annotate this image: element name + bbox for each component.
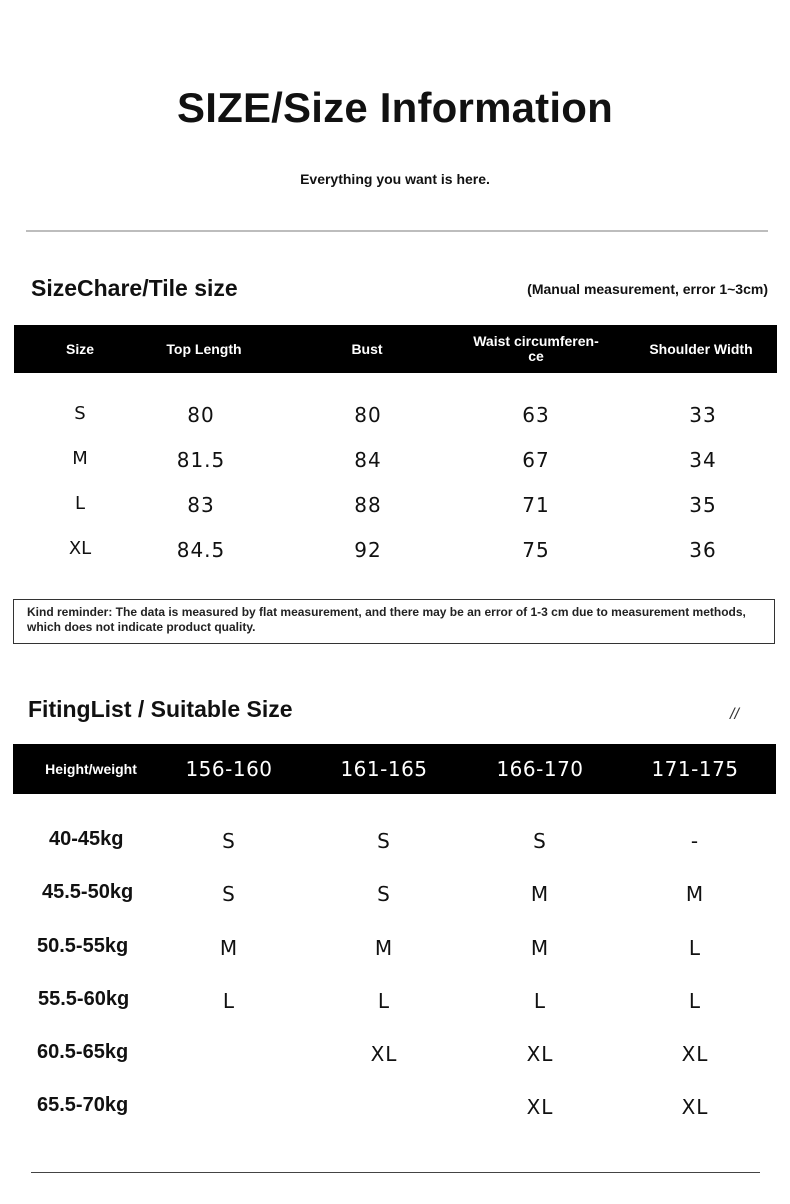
page-title: SIZE/Size Information — [177, 84, 613, 131]
fitting-size-cell: M — [685, 882, 705, 906]
fitting-size-cell: S — [222, 829, 236, 853]
size-chart-column-header: Shoulder Width — [649, 340, 753, 357]
page-subtitle: Everything you want is here. — [300, 171, 490, 187]
fitting-height-header: 171-175 — [651, 756, 739, 781]
top-divider — [26, 230, 768, 232]
fitting-weight-label: 50.5-55kg — [37, 935, 129, 957]
size-chart-cell: 84.5 — [176, 538, 226, 562]
fitting-size-cell: L — [688, 936, 702, 960]
fitting-size-cell: - — [690, 829, 700, 853]
fitting-size-cell: S — [533, 829, 547, 853]
fitting-header — [13, 744, 776, 794]
fitting-size-cell: M — [219, 936, 239, 960]
fitting-weight-label: 40-45kg — [49, 828, 124, 850]
fitting-size-cell: S — [222, 882, 236, 906]
fitting-size-cell: XL — [370, 1042, 398, 1066]
size-chart-cell: 81.5 — [176, 448, 226, 472]
fitting-size-cell: XL — [526, 1042, 554, 1066]
size-chart-header — [14, 325, 777, 373]
size-chart-cell: 67 — [522, 448, 550, 472]
size-chart-cell: 84 — [354, 448, 382, 472]
size-chart-title: SizeChare/Tile size — [31, 275, 238, 301]
fitting-list-title: FitingList / Suitable Size — [28, 696, 293, 722]
size-chart-cell: XL — [68, 538, 92, 559]
fitting-weight-label: 65.5-70kg — [37, 1094, 129, 1116]
size-chart-column-header: Bust — [351, 340, 383, 357]
size-chart-cell: 34 — [689, 448, 717, 472]
fitting-size-cell: XL — [681, 1095, 709, 1119]
size-chart-cell: 71 — [522, 493, 550, 517]
measurement-note: (Manual measurement, error 1~3cm) — [527, 281, 768, 297]
size-chart-cell: 88 — [354, 493, 382, 517]
fitting-size-cell: L — [377, 989, 391, 1013]
fitting-size-cell: L — [533, 989, 547, 1013]
size-chart-cell: 33 — [689, 403, 717, 427]
fitting-height-header: 156-160 — [185, 756, 273, 781]
size-chart-cell: 75 — [522, 538, 550, 562]
fitting-size-cell: S — [377, 829, 391, 853]
size-chart-cell: 80 — [187, 403, 215, 427]
size-chart-column-header: Size — [65, 340, 94, 357]
fitting-size-cell: L — [222, 989, 236, 1013]
fitting-height-header: 161-165 — [340, 756, 428, 781]
size-chart-column-header: Waist circumferen- ce — [473, 333, 599, 364]
fitting-weight-label: 55.5-60kg — [38, 988, 130, 1010]
fitting-size-cell: S — [377, 882, 391, 906]
size-chart-cell: 83 — [187, 493, 215, 517]
fitting-header-label: Height/weight — [45, 760, 137, 777]
fitting-size-cell: XL — [526, 1095, 554, 1119]
size-chart-cell: 63 — [522, 403, 550, 427]
fitting-size-cell: M — [530, 882, 550, 906]
fitting-height-header: 166-170 — [496, 756, 584, 781]
size-chart-column-header: Top Length — [166, 340, 242, 357]
size-chart-cell: L — [74, 493, 86, 514]
size-chart-cell: S — [74, 403, 86, 424]
fitting-size-cell: XL — [681, 1042, 709, 1066]
bottom-divider — [31, 1172, 760, 1173]
size-chart-cell: 80 — [354, 403, 382, 427]
size-chart-cell: M — [72, 448, 88, 469]
decorative-mark: // — [730, 706, 739, 723]
size-chart-cell: 92 — [354, 538, 382, 562]
fitting-size-cell: L — [688, 989, 702, 1013]
kind-reminder: Kind reminder: The data is measured by flat measurement, and there may be an error of 1-3 cm due to measurement methods, which does not indicate product quality. — [13, 599, 775, 644]
fitting-weight-label: 60.5-65kg — [37, 1041, 129, 1063]
size-chart-cell: 36 — [689, 538, 717, 562]
fitting-size-cell: M — [530, 936, 550, 960]
fitting-size-cell: M — [374, 936, 394, 960]
fitting-weight-label: 45.5-50kg — [42, 881, 134, 903]
size-chart-cell: 35 — [689, 493, 717, 517]
